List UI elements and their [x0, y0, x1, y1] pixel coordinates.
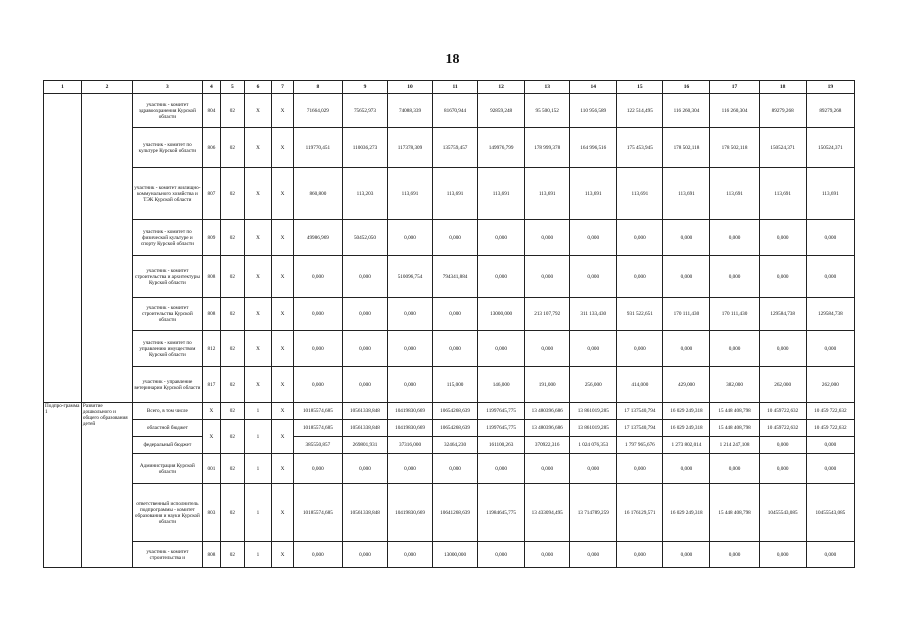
value-cell: 17 137540,794 — [617, 403, 663, 420]
value-cell: 510096,754 — [387, 256, 432, 298]
row-label: участник - комитет строительства и архитектуры Курской области — [133, 256, 203, 298]
code-cell: 02 — [221, 220, 245, 256]
value-cell: 0,000 — [387, 367, 432, 403]
table-row — [44, 256, 855, 298]
code-cell: 02 — [221, 128, 245, 168]
code-cell: 812 — [202, 331, 220, 367]
subprogram-cell: Подпро-грамма 1 — [44, 403, 82, 568]
code-cell: Х — [272, 94, 294, 128]
value-cell: 262,000 — [759, 367, 806, 403]
row-label: участник - комитет по управлению имуществом Курской области — [133, 331, 203, 367]
value-cell: 0,000 — [663, 331, 710, 367]
value-cell: 0,000 — [387, 220, 432, 256]
value-cell: 311 133,430 — [570, 298, 617, 331]
empty-cell — [81, 94, 132, 403]
table-row — [44, 420, 855, 437]
value-cell: 10 459 722,632 — [806, 420, 854, 437]
value-cell: 10561338,848 — [342, 420, 387, 437]
code-cell: 02 — [221, 168, 245, 220]
value-cell: 13 861019,285 — [570, 403, 617, 420]
value-cell: 89279,268 — [806, 94, 854, 128]
value-cell: 13 480396,686 — [525, 420, 570, 437]
value-cell: 10185574,685 — [293, 420, 342, 437]
value-cell: 0,000 — [342, 454, 387, 484]
code-cell: Х — [244, 298, 272, 331]
value-cell: 13 714789,259 — [570, 484, 617, 542]
value-cell: 75652,973 — [342, 94, 387, 128]
code-cell: Х — [272, 168, 294, 220]
code-cell: Х — [272, 484, 294, 542]
row-label: участник - комитет жилищно-коммунального хозяйства и ТЭК Курской области — [133, 168, 203, 220]
code-cell: 02 — [221, 367, 245, 403]
value-cell: 116 260,304 — [663, 94, 710, 128]
code-cell: 1 — [244, 484, 272, 542]
value-cell: 178 999,378 — [525, 128, 570, 168]
value-cell: 0,000 — [759, 331, 806, 367]
column-header: 11 — [433, 81, 478, 94]
value-cell: 429,000 — [663, 367, 710, 403]
value-cell: 0,000 — [759, 220, 806, 256]
value-cell: 0,000 — [570, 220, 617, 256]
table-row — [44, 94, 855, 128]
value-cell: 122 514,495 — [617, 94, 663, 128]
code-cell: Х — [272, 256, 294, 298]
value-cell: 10419830,669 — [387, 403, 432, 420]
table-row — [44, 298, 855, 331]
code-cell: 02 — [221, 331, 245, 367]
header-row — [44, 81, 855, 94]
value-cell: 0,000 — [570, 542, 617, 568]
column-header: 1 — [44, 81, 82, 94]
value-cell: 256,000 — [570, 367, 617, 403]
value-cell: 113,203 — [342, 168, 387, 220]
row-label: участник - комитет здравоохранения Курской области — [133, 94, 203, 128]
value-cell: 0,000 — [342, 256, 387, 298]
value-cell: 0,000 — [570, 331, 617, 367]
code-cell: 02 — [221, 420, 245, 454]
value-cell: 113,691 — [806, 168, 854, 220]
value-cell: 32464,230 — [433, 437, 478, 454]
value-cell: 113,691 — [387, 168, 432, 220]
value-cell: 119770,451 — [293, 128, 342, 168]
value-cell: 0,000 — [710, 220, 759, 256]
value-cell: 794341,884 — [433, 256, 478, 298]
column-header: 4 — [202, 81, 220, 94]
value-cell: 10455543,085 — [806, 484, 854, 542]
column-header: 5 — [221, 81, 245, 94]
empty-cell — [44, 94, 82, 403]
value-cell: 15 448 408,798 — [710, 484, 759, 542]
value-cell: 10654268,639 — [433, 403, 478, 420]
value-cell: 10561338,848 — [342, 484, 387, 542]
table-row — [44, 220, 855, 256]
value-cell: 15 448 408,798 — [710, 403, 759, 420]
value-cell: 0,000 — [433, 331, 478, 367]
table-row — [44, 484, 855, 542]
value-cell: 0,000 — [617, 542, 663, 568]
value-cell: 10455543,085 — [759, 484, 806, 542]
code-cell: 803 — [202, 484, 220, 542]
value-cell: 0,000 — [293, 367, 342, 403]
value-cell: 11997645,775 — [478, 420, 525, 437]
value-cell: 10654268,639 — [433, 420, 478, 437]
value-cell: 17 137540,794 — [617, 420, 663, 437]
value-cell: 0,000 — [759, 542, 806, 568]
code-cell: 1 — [244, 403, 272, 420]
column-header: 18 — [759, 81, 806, 94]
code-cell: Х — [272, 220, 294, 256]
value-cell: 110 956,589 — [570, 94, 617, 128]
value-cell: 15 448 408,798 — [710, 420, 759, 437]
value-cell: 89279,268 — [759, 94, 806, 128]
table-row — [44, 168, 855, 220]
column-header: 19 — [806, 81, 854, 94]
value-cell: 135759,457 — [433, 128, 478, 168]
value-cell: 113,691 — [759, 168, 806, 220]
value-cell: 0,000 — [525, 331, 570, 367]
value-cell: 414,000 — [617, 367, 663, 403]
row-label: ответственный исполнитель подпрограммы - комитет образования и науки Курской области — [133, 484, 203, 542]
value-cell: 164 996,516 — [570, 128, 617, 168]
value-cell: 0,000 — [342, 367, 387, 403]
value-cell: 170 111,430 — [710, 298, 759, 331]
row-label: участник - комитет строительства Курской области — [133, 298, 203, 331]
value-cell: 0,000 — [617, 220, 663, 256]
value-cell: 13000,000 — [478, 298, 525, 331]
value-cell: 1 024 076,353 — [570, 437, 617, 454]
value-cell: 0,000 — [806, 331, 854, 367]
value-cell: 0,000 — [663, 256, 710, 298]
code-cell: 806 — [202, 128, 220, 168]
column-header: 14 — [570, 81, 617, 94]
code-cell: Х — [272, 298, 294, 331]
value-cell: 0,000 — [433, 298, 478, 331]
value-cell: 115,000 — [433, 367, 478, 403]
value-cell: 0,000 — [293, 542, 342, 568]
code-cell: Х — [272, 367, 294, 403]
value-cell: 931 522,651 — [617, 298, 663, 331]
value-cell: 0,000 — [478, 542, 525, 568]
code-cell: Х — [244, 367, 272, 403]
value-cell: 178 502,118 — [663, 128, 710, 168]
value-cell: 113,691 — [710, 168, 759, 220]
value-cell: 0,000 — [663, 220, 710, 256]
value-cell: 11984645,775 — [478, 484, 525, 542]
row-label: участник - управление ветеринарии Курской области — [133, 367, 203, 403]
value-cell: 10 459722,632 — [759, 420, 806, 437]
value-cell: 10 459 722,632 — [806, 403, 854, 420]
code-cell: 02 — [221, 454, 245, 484]
value-cell: 49986,969 — [293, 220, 342, 256]
value-cell: 0,000 — [663, 454, 710, 484]
value-cell: 0,000 — [387, 331, 432, 367]
table-row — [44, 542, 855, 568]
value-cell: 10419830,669 — [387, 420, 432, 437]
code-cell: 808 — [202, 298, 220, 331]
value-cell: 213 107,792 — [525, 298, 570, 331]
value-cell: 13000,000 — [433, 542, 478, 568]
value-cell: 0,000 — [663, 542, 710, 568]
value-cell: 0,000 — [617, 256, 663, 298]
code-cell: 001 — [202, 454, 220, 484]
code-cell: Х — [272, 420, 294, 454]
value-cell: 16 029 249,318 — [663, 420, 710, 437]
value-cell: 385550,857 — [293, 437, 342, 454]
code-cell: 808 — [202, 542, 220, 568]
value-cell: 0,000 — [806, 454, 854, 484]
code-cell: Х — [244, 220, 272, 256]
table-row — [44, 367, 855, 403]
value-cell: 1 273 802,014 — [663, 437, 710, 454]
page-number: 18 — [445, 52, 460, 67]
value-cell: 0,000 — [525, 542, 570, 568]
value-cell: 146,000 — [478, 367, 525, 403]
code-cell: Х — [272, 128, 294, 168]
value-cell: 10185574,685 — [293, 403, 342, 420]
table-row — [44, 454, 855, 484]
row-label: федеральный бюджет — [133, 437, 203, 454]
value-cell: 110036,273 — [342, 128, 387, 168]
value-cell: 74088,339 — [387, 94, 432, 128]
code-cell: 807 — [202, 168, 220, 220]
column-header: 2 — [81, 81, 132, 94]
code-cell: Х — [202, 403, 220, 420]
code-cell: 02 — [221, 256, 245, 298]
code-cell: Х — [244, 128, 272, 168]
value-cell: 129584,738 — [759, 298, 806, 331]
code-cell: 02 — [221, 484, 245, 542]
value-cell: 150524,371 — [759, 128, 806, 168]
table-row — [44, 403, 855, 420]
row-label: участник - комитет по культуре Курской области — [133, 128, 203, 168]
value-cell: 0,000 — [293, 331, 342, 367]
subprogram-title: Развитие дошкольного и общего образования детей — [81, 403, 132, 568]
value-cell: 113,691 — [617, 168, 663, 220]
code-cell: Х — [272, 403, 294, 420]
value-cell: 0,000 — [617, 331, 663, 367]
table-row — [44, 128, 855, 168]
value-cell: 113,691 — [570, 168, 617, 220]
row-label: Всего, в том числе — [133, 403, 203, 420]
column-header: 8 — [293, 81, 342, 94]
value-cell: 0,000 — [710, 331, 759, 367]
value-cell: 0,000 — [759, 437, 806, 454]
value-cell: 0,000 — [478, 331, 525, 367]
budget-table — [43, 80, 855, 568]
column-header: 9 — [342, 81, 387, 94]
code-cell: 1 — [244, 454, 272, 484]
value-cell: 0,000 — [342, 331, 387, 367]
column-header: 10 — [387, 81, 432, 94]
value-cell: 71664,029 — [293, 94, 342, 128]
value-cell: 175 453,945 — [617, 128, 663, 168]
row-label: участник - комитет по физической культуре и спорту Курской области — [133, 220, 203, 256]
value-cell: 170 111,430 — [663, 298, 710, 331]
code-cell: 817 — [202, 367, 220, 403]
value-cell: 11997645,775 — [478, 403, 525, 420]
value-cell: 0,000 — [387, 454, 432, 484]
value-cell: 0,000 — [525, 220, 570, 256]
value-cell: 10419830,669 — [387, 484, 432, 542]
value-cell: 113,691 — [433, 168, 478, 220]
code-cell: 02 — [221, 94, 245, 128]
value-cell: 1 797 965,676 — [617, 437, 663, 454]
value-cell: 13 433094,495 — [525, 484, 570, 542]
value-cell: 0,000 — [478, 454, 525, 484]
value-cell: 0,000 — [759, 454, 806, 484]
table-row — [44, 437, 855, 454]
code-cell: Х — [244, 256, 272, 298]
value-cell: 191,000 — [525, 367, 570, 403]
value-cell: 0,000 — [710, 454, 759, 484]
code-cell: 1 — [244, 542, 272, 568]
code-cell: 804 — [202, 94, 220, 128]
value-cell: 0,000 — [710, 256, 759, 298]
code-cell: 809 — [202, 220, 220, 256]
value-cell: 0,000 — [433, 454, 478, 484]
value-cell: 0,000 — [342, 542, 387, 568]
value-cell: 10 459722,632 — [759, 403, 806, 420]
value-cell: 0,000 — [478, 256, 525, 298]
value-cell: 0,000 — [759, 256, 806, 298]
value-cell: 117378,309 — [387, 128, 432, 168]
value-cell: 0,000 — [387, 542, 432, 568]
column-header: 15 — [617, 81, 663, 94]
row-label: участник - комитет строительства и — [133, 542, 203, 568]
code-cell: 808 — [202, 256, 220, 298]
column-header: 3 — [133, 81, 203, 94]
value-cell: 16 176129,571 — [617, 484, 663, 542]
value-cell: 0,000 — [342, 298, 387, 331]
value-cell: 0,000 — [806, 437, 854, 454]
code-cell: Х — [244, 94, 272, 128]
code-cell: 02 — [221, 298, 245, 331]
column-header: 16 — [663, 81, 710, 94]
value-cell: 0,000 — [806, 220, 854, 256]
column-header: 17 — [710, 81, 759, 94]
value-cell: 10561338,848 — [342, 403, 387, 420]
code-cell: Х — [272, 542, 294, 568]
value-cell: 116 260,304 — [710, 94, 759, 128]
value-cell: 178 502,118 — [710, 128, 759, 168]
value-cell: 382,000 — [710, 367, 759, 403]
value-cell: 161100,263 — [478, 437, 525, 454]
value-cell: 370922,316 — [525, 437, 570, 454]
code-cell: 02 — [221, 403, 245, 420]
value-cell: 37316,000 — [387, 437, 432, 454]
row-label: Администрация Курской области — [133, 454, 203, 484]
row-label: областной бюджет — [133, 420, 203, 437]
value-cell: 0,000 — [293, 298, 342, 331]
value-cell: 0,000 — [293, 454, 342, 484]
value-cell: 0,000 — [570, 256, 617, 298]
value-cell: 860,800 — [293, 168, 342, 220]
code-cell: Х — [272, 331, 294, 367]
column-header: 12 — [478, 81, 525, 94]
value-cell: 0,000 — [570, 454, 617, 484]
value-cell: 129584,738 — [806, 298, 854, 331]
code-cell: Х — [202, 420, 220, 454]
column-header: 13 — [525, 81, 570, 94]
value-cell: 16 029 249,318 — [663, 484, 710, 542]
code-cell: Х — [272, 454, 294, 484]
code-cell: 02 — [221, 542, 245, 568]
value-cell: 10641268,639 — [433, 484, 478, 542]
value-cell: 0,000 — [806, 542, 854, 568]
value-cell: 95 500,152 — [525, 94, 570, 128]
code-cell: 1 — [244, 420, 272, 454]
value-cell: 50452,050 — [342, 220, 387, 256]
column-header: 6 — [244, 81, 272, 94]
value-cell: 10185574,685 — [293, 484, 342, 542]
value-cell: 81670,944 — [433, 94, 478, 128]
value-cell: 149976,799 — [478, 128, 525, 168]
code-cell: Х — [244, 331, 272, 367]
value-cell: 269801,931 — [342, 437, 387, 454]
value-cell: 262,000 — [806, 367, 854, 403]
value-cell: 13 861019,285 — [570, 420, 617, 437]
value-cell: 0,000 — [525, 256, 570, 298]
value-cell: 0,000 — [525, 454, 570, 484]
value-cell: 0,000 — [617, 454, 663, 484]
table-row — [44, 331, 855, 367]
column-header: 7 — [272, 81, 294, 94]
value-cell: 113,691 — [525, 168, 570, 220]
value-cell: 113,691 — [663, 168, 710, 220]
value-cell: 0,000 — [478, 220, 525, 256]
value-cell: 0,000 — [387, 298, 432, 331]
code-cell: Х — [244, 168, 272, 220]
value-cell: 92859,248 — [478, 94, 525, 128]
value-cell: 0,000 — [806, 256, 854, 298]
value-cell: 16 029 249,318 — [663, 403, 710, 420]
value-cell: 13 480396,686 — [525, 403, 570, 420]
value-cell: 0,000 — [293, 256, 342, 298]
value-cell: 0,000 — [433, 220, 478, 256]
value-cell: 1 214 247,108 — [710, 437, 759, 454]
value-cell: 113,691 — [478, 168, 525, 220]
value-cell: 150524,371 — [806, 128, 854, 168]
value-cell: 0,000 — [710, 542, 759, 568]
